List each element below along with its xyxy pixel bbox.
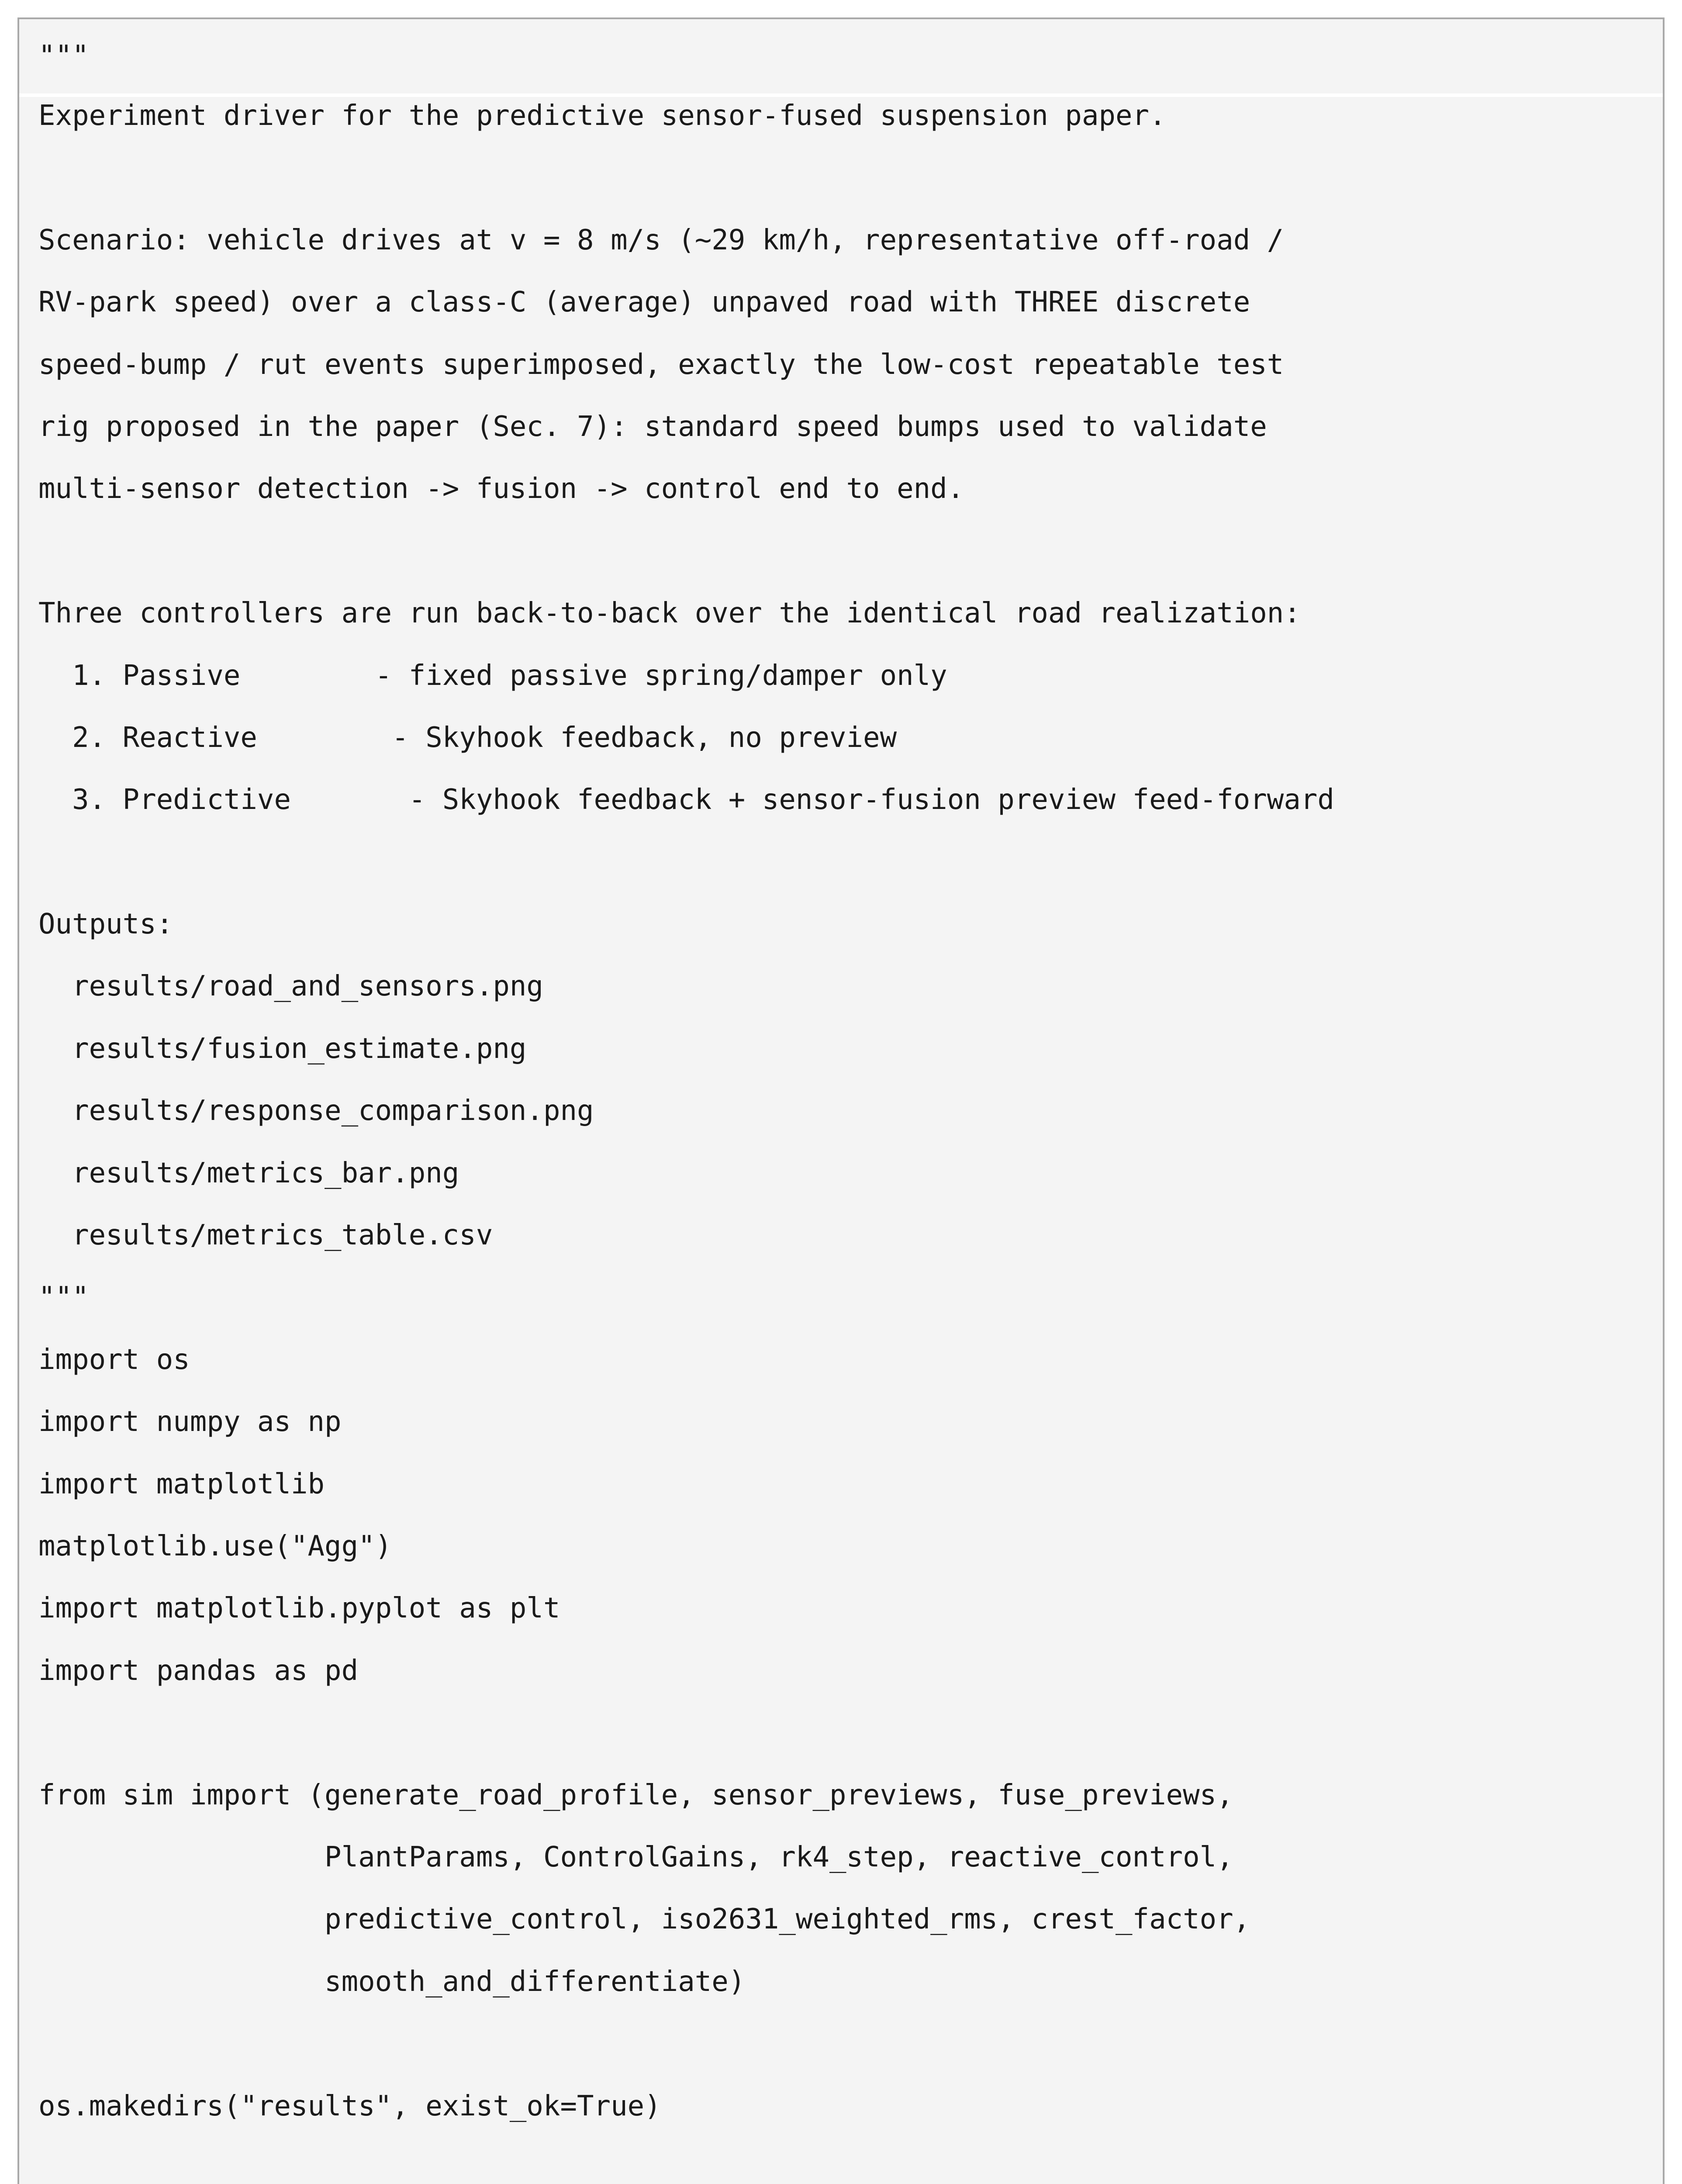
code-block [17,17,1665,2184]
code-line: from sim import (generate_road_profile, sensor_previews, fuse_previews, [38,1779,1233,1811]
code-line: PlantParams, ControlGains, rk4_step, reactive_control, [38,1841,1233,1873]
code-line: results/fusion_estimate.png [38,1032,527,1065]
code-line: Scenario: vehicle drives at v = 8 m/s (~29 km/h, representative off-road / [38,224,1284,256]
code-line [38,147,1645,209]
code-line: """ [38,40,89,72]
code-line: results/road_and_sensors.png [38,970,543,1003]
code-lines [38,34,1645,2184]
code-line [38,520,1645,582]
code-line: import matplotlib [38,1468,325,1500]
code-line: results/metrics_bar.png [38,1157,459,1189]
code-line: """ [38,1281,89,1314]
code-line: multi-sensor detection -> fusion -> control end to end. [38,473,964,505]
code-line: predictive_control, iso2631_weighted_rms, crest_factor, [38,1903,1250,1936]
code-line: RV-park speed) over a class-C (average) unpaved road with THREE discrete [38,286,1250,319]
code-line [38,831,1645,893]
code-line: import os [38,1343,190,1376]
code-line: Outputs: [38,908,173,941]
code-line: Experiment driver for the predictive sensor-fused suspension paper. [38,100,1166,132]
code-line: os.makedirs("results", exist_ok=True) [38,2090,661,2122]
code-line: import pandas as pd [38,1654,359,1687]
code-line [38,2137,1645,2184]
code-line: matplotlib.use("Agg") [38,1530,392,1562]
code-line: smooth_and_differentiate) [38,1965,746,1998]
code-line: 2. Reactive - Skyhook feedback, no preview [38,721,897,754]
code-line: Three controllers are run back-to-back over the identical road realization: [38,597,1301,630]
code-line: rig proposed in the paper (Sec. 7): standard speed bumps used to validate [38,410,1267,443]
code-line: 3. Predictive - Skyhook feedback + sensor-fusion preview feed-forward [38,784,1334,816]
code-line [38,1702,1645,1764]
code-line: speed-bump / rut events superimposed, exactly the low-cost repeatable test [38,348,1284,381]
code-line [38,2013,1645,2075]
code-line: results/metrics_table.csv [38,1219,493,1252]
code-line: import numpy as np [38,1406,342,1438]
code-line: import matplotlib.pyplot as plt [38,1592,560,1625]
code-line: results/response_comparison.png [38,1095,594,1127]
code-line: 1. Passive - fixed passive spring/damper only [38,659,947,692]
